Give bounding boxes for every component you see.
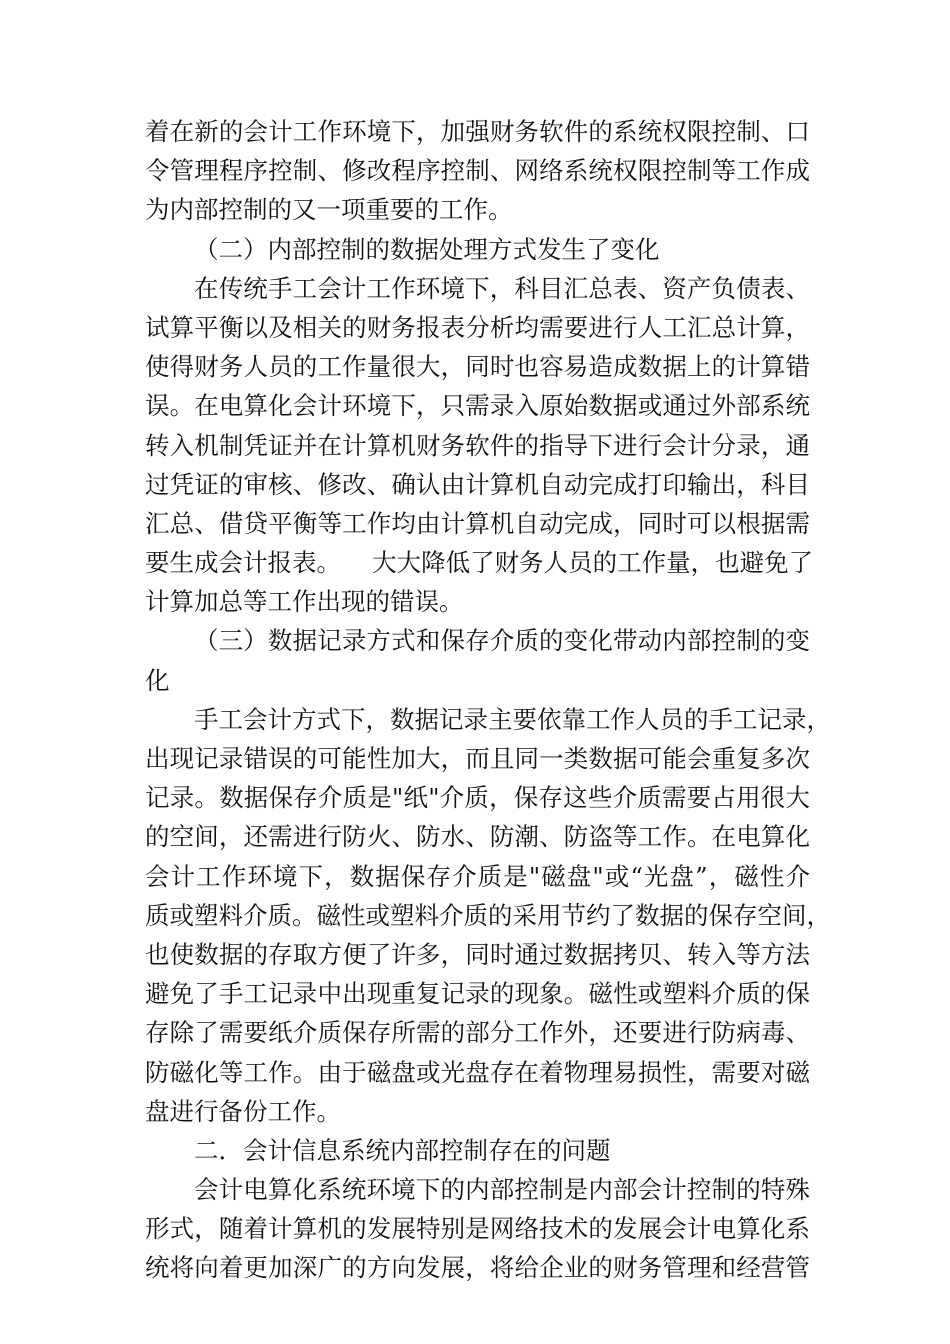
text-line: 试算平衡以及相关的财务报表分析均需要进行人工汇总计算， bbox=[145, 312, 810, 342]
text-line: 质或塑料介质。磁性或塑料介质的采用节约了数据的保存空间， bbox=[145, 900, 831, 930]
text-line: 形式，随着计算机的发展特别是网络技术的发展会计电算化系 bbox=[145, 1214, 810, 1244]
text-line: 过凭证的审核、修改、确认由计算机自动完成打印输出，科目 bbox=[145, 469, 810, 499]
text-line: 会计电算化系统环境下的内部控制是内部会计控制的特殊 bbox=[194, 1175, 810, 1205]
text-line: 手工会计方式下，数据记录主要依靠工作人员的手工记录， bbox=[194, 704, 831, 734]
text-line: 要生成会计报表。 大大降低了财务人员的工作量，也避免了 bbox=[145, 548, 814, 578]
text-line: 出现记录错误的可能性加大，而且同一类数据可能会重复多次 bbox=[145, 744, 810, 773]
text-line: 存除了需要纸介质保存所需的部分工作外，还要进行防病毒、 bbox=[145, 1018, 810, 1048]
paragraph-intro bbox=[145, 112, 810, 230]
text-line: 着在新的会计工作环境下，加强财务软件的系统权限控制、口 bbox=[145, 117, 810, 146]
text-line: 误。在电算化会计环境下，只需录入原始数据或通过外部系统 bbox=[145, 391, 810, 421]
text-line: 汇总、借贷平衡等工作均由计算机自动完成，同时可以根据需 bbox=[145, 508, 810, 538]
text-line: （三）数据记录方式和保存介质的变化带动内部控制的变 bbox=[194, 626, 810, 656]
text-line: 使得财务人员的工作量很大，同时也容易造成数据上的计算错 bbox=[145, 352, 810, 382]
text-line: 统将向着更加深广的方向发展，将给企业的财务管理和经营管 bbox=[145, 1253, 810, 1283]
text-line: 的空间，还需进行防火、防水、防潮、防盗等工作。在电算化 bbox=[145, 822, 810, 852]
text-line: 也使数据的存取方便了许多，同时通过数据拷贝、转入等方法 bbox=[145, 939, 810, 969]
paragraph-storage-media bbox=[145, 700, 831, 1131]
paragraph-problems bbox=[145, 1170, 810, 1288]
text-line: 盘进行备份工作。 bbox=[145, 1096, 341, 1126]
text-line: 记录。数据保存介质是"纸"介质，保存这些介质需要占用很大 bbox=[145, 783, 810, 813]
paragraph-data-processing bbox=[145, 269, 814, 622]
text-line: 计算加总等工作出现的错误。 bbox=[145, 587, 464, 617]
text-line: 为内部控制的又一项重要的工作。 bbox=[145, 195, 513, 225]
text-line: 在传统手工会计工作环境下，科目汇总表、资产负债表、 bbox=[194, 273, 810, 303]
section-heading-multiline bbox=[145, 621, 810, 699]
section-heading: （二）内部控制的数据处理方式发生了变化 bbox=[194, 234, 660, 264]
text-line: 避免了手工记录中出现重复记录的现象。磁性或塑料介质的保 bbox=[145, 979, 810, 1009]
document-page bbox=[145, 112, 831, 1288]
text-line: 转入机制凭证并在计算机财务软件的指导下进行会计分录，通 bbox=[145, 430, 810, 460]
text-line: 防磁化等工作。由于磁盘或光盘存在着物理易损性，需要对磁 bbox=[145, 1057, 810, 1087]
text-line: 化 bbox=[145, 665, 170, 695]
text-line: 令管理程序控制、修改程序控制、网络系统权限控制等工作成 bbox=[145, 156, 810, 186]
chapter-heading: 二．会计信息系统内部控制存在的问题 bbox=[194, 1135, 611, 1165]
text-line: 会计工作环境下，数据保存介质是"磁盘"或“光盘”，磁性介 bbox=[145, 861, 810, 891]
